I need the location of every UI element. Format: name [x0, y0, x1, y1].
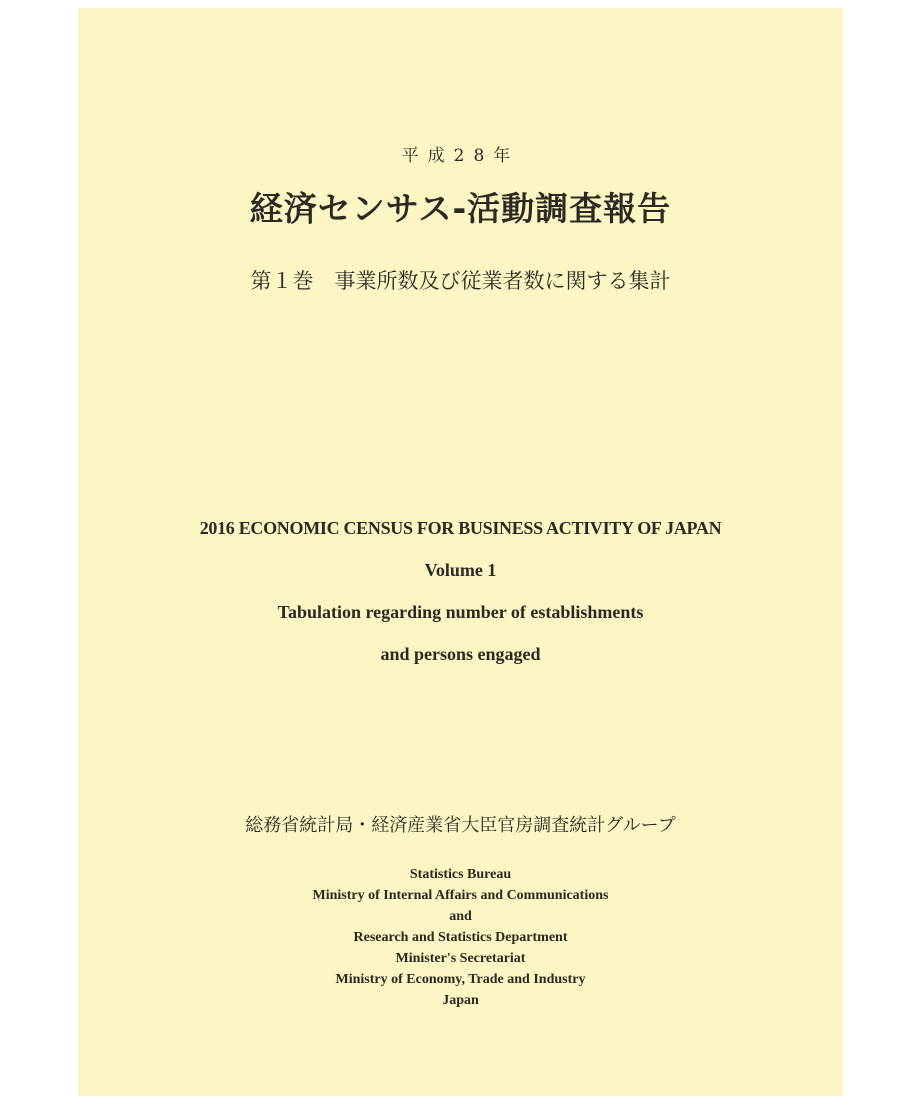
- subtitle-english-line-2: and persons engaged: [380, 644, 541, 664]
- volume-english: Volume 1: [424, 560, 497, 580]
- publisher-line: Japan: [442, 993, 479, 1008]
- publisher-english-block: [78, 864, 843, 1011]
- publisher-line: Minister's Secretariat: [395, 951, 526, 966]
- publisher-line: Research and Statistics Department: [353, 930, 568, 945]
- publisher-japanese: 総務省統計局・経済産業省大臣官房調査統計グループ: [245, 815, 676, 836]
- title-english: 2016 ECONOMIC CENSUS FOR BUSINESS ACTIVITY OF JAPAN: [199, 518, 722, 538]
- cover-page: [78, 8, 843, 1096]
- publisher-line: and: [449, 909, 472, 924]
- era-year: 平成28年: [401, 146, 520, 166]
- volume-title-japanese: 第１巻 事業所数及び従業者数に関する集計: [250, 269, 671, 293]
- publisher-line: Ministry of Economy, Trade and Industry: [335, 972, 586, 987]
- title-japanese: 経済センサス‐活動調査報告: [249, 189, 672, 228]
- publisher-line: Statistics Bureau: [409, 867, 512, 882]
- subtitle-english-line-1: Tabulation regarding number of establishments: [277, 602, 644, 622]
- publisher-line: Ministry of Internal Affairs and Communications: [312, 888, 609, 903]
